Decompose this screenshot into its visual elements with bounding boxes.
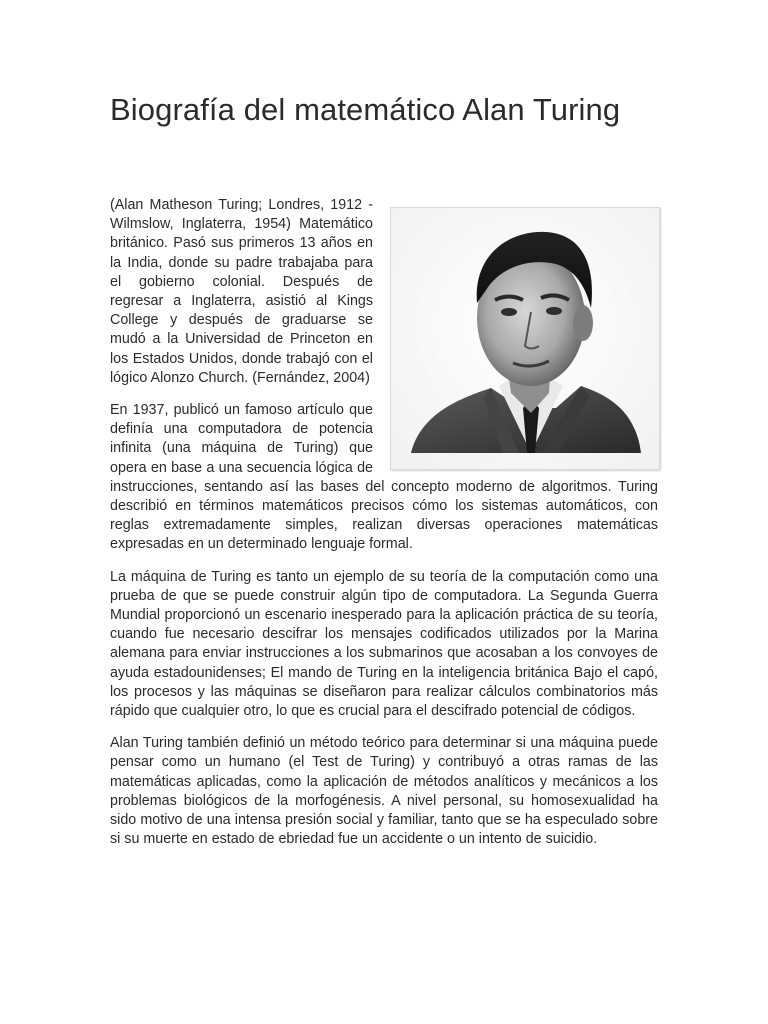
portrait-photo — [390, 207, 660, 470]
paragraph-1 — [110, 196, 658, 388]
page-title: Biografía del matemático Alan Turing — [110, 92, 621, 127]
paragraph-2: En 1937, publicó un famoso artículo que definía una computadora de potencia infinita (una máquina de Turing) que opera en base a una secuencia lógica de instrucciones, sentando así las bases del concepto moderno de algoritmos. Turing describió en términos matemáticos precisos cómo los sistemas automáticos, con reglas extremadamente simples, realizan diversas operaciones matemáticas expresadas en un determinado lenguaje formal. — [110, 402, 658, 553]
paragraph-3: La máquina de Turing es tanto un ejemplo de su teoría de la computación como una prueba de que se puede construir algún tipo de computadora. La Segunda Guerra Mundial proporcionó un escenario inesperado para la aplicación práctica de su teoría, cuando fue necesario descifrar los mensajes codificados utilizados por la Marina alemana para enviar instrucciones a los submarinos que acosaban a los convoyes de ayuda estadounidenses; El mando de Turing en la inteligencia británica Bajo el capó, los procesos y las máquinas se diseñaron para realizar cálculos combinatorios más rápido que cualquier otro, lo que es crucial para el descifrado potencial de códigos. — [110, 568, 658, 720]
portrait-illustration — [391, 208, 659, 469]
paragraph-4: Alan Turing también definió un método teórico para determinar si una máquina puede pensar como un humano (el Test de Turing) y contribuyó a otras ramas de las matemáticas aplicadas, como la aplicación de métodos analíticos y mecánicos a los problemas biológicos de la morfogénesis. A nivel personal, su homosexualidad ha sido motivo de una intensa presión social y familiar, tanto que se ha especulado sobre si su muerte en estado de ebriedad fue un accidente o un intento de suicidio. — [110, 735, 658, 848]
article-body — [110, 196, 658, 863]
paragraph-1-text: (Alan Matheson Turing; Londres, 1912 - Wilmslow, Inglaterra, 1954) Matemático británico. Pasó sus primeros 13 años en la India, donde su padre trabajaba para el gobierno colonial. Después de regresar a Inglaterra, asistió al Kings College y después de graduarse se mudó a la Universidad de Princeton en los Estados Unidos, donde trabajó con el lógico Alonzo Church. (Fernández, 2004) — [110, 197, 373, 386]
